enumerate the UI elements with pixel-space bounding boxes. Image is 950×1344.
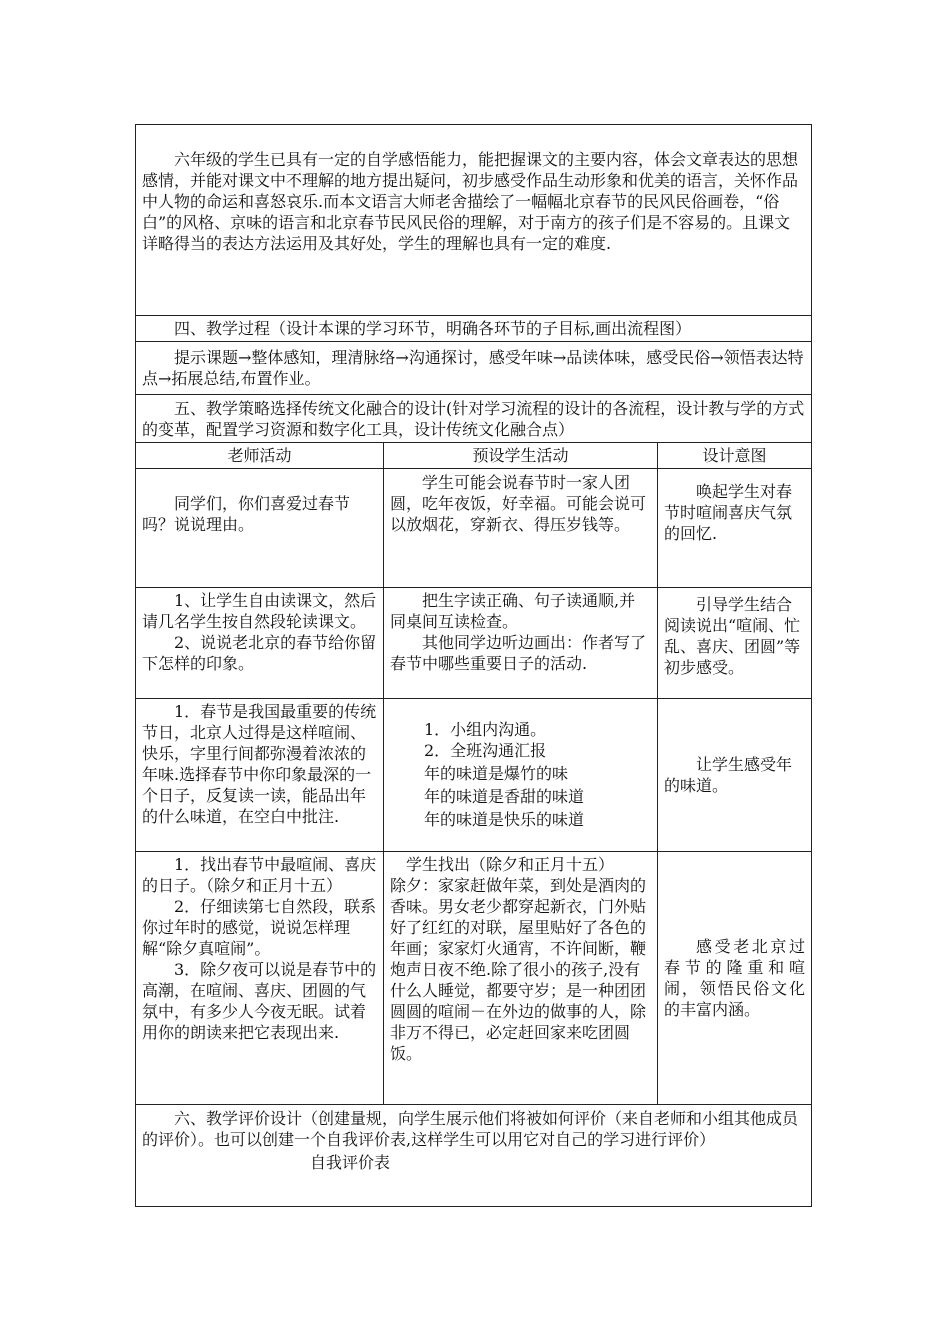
- activity-row-4: [136, 852, 812, 1105]
- teacher-activity-text: 2．仔细读第七自然段，联系你过年时的感觉，说说怎样理解“除夕真喧闹”。: [142, 897, 377, 958]
- section6-row: [136, 1105, 812, 1207]
- student-activity-cell: [384, 852, 658, 1105]
- student-activity-text: 学生可能会说春节时一家人团圆，吃年夜饭，好幸福。可能会说可以放烟花，穿新衣、得压岁钱等。: [390, 473, 647, 534]
- teacher-activity-cell: [136, 852, 384, 1105]
- teacher-activity-cell: [136, 469, 384, 588]
- design-intent-text: 让学生感受年的味道。: [664, 755, 793, 795]
- teacher-activity-text: 3．除夕夜可以说是春节中的高潮，在喧闹、喜庆、团圆的气氛中，有多少人今夜无眠。试着用你的朗读来把它表现出来.: [142, 960, 377, 1042]
- student-activity-text: 把生字读正确、句子读通顺,并同桌间互读检查。: [390, 591, 636, 631]
- student-activity-text: 年的味道是爆竹的味: [424, 764, 569, 783]
- design-intent-text: 唤起学生对春节时喧闹喜庆气氛的回忆.: [664, 482, 793, 543]
- section5-heading-cell: [136, 395, 812, 443]
- section4-flow-cell: [136, 342, 812, 395]
- section4-heading: 四、教学过程（设计本课的学习环节，明确各环节的子目标,画出流程图）: [136, 316, 812, 342]
- column-header-intent: 设计意图: [658, 443, 812, 469]
- column-header-teacher: 老师活动: [136, 443, 384, 469]
- student-activity-cell: [384, 469, 658, 588]
- student-activity-cell: [384, 588, 658, 699]
- section6-cell: [136, 1105, 812, 1207]
- design-intent-text: 引导学生结合阅读说出“喧闹、忙乱、喜庆、团圆”等初步感受。: [664, 595, 801, 677]
- student-activity-text: 年的味道是快乐的味道: [424, 810, 585, 829]
- self-evaluation-table-title: 自我评价表: [310, 1153, 391, 1172]
- activity-row-3: [136, 699, 812, 852]
- teacher-activity-cell: [136, 699, 384, 852]
- student-activity-text: 1．小组内沟通。: [424, 720, 547, 739]
- student-activity-text: 除夕：家家赶做年菜，到处是酒肉的香味。男女老少都穿起新衣，门外贴好了红红的对联，屋里贴好了各色的年画；家家灯火通宵，不许间断，鞭炮声日夜不绝.除了很小的孩子,没有什么人睡觉，都要守岁；是一种团团圆圆的喧闹－在外边的做事的人，除非万不得已，必定赶回家来吃团圆饭。: [390, 876, 647, 1063]
- analysis-row: [136, 125, 812, 316]
- teacher-activity-cell: [136, 588, 384, 699]
- section4-flow-row: [136, 342, 812, 395]
- student-activity-cell: [384, 699, 658, 852]
- teaching-flow-text: 提示课题→整体感知，理清脉络→沟通探讨，感受年味→品读体味，感受民俗→领悟表达特点→拓展总结,布置作业。: [142, 348, 804, 388]
- design-intent-cell: [658, 852, 812, 1105]
- activity-header-row: [136, 443, 812, 469]
- student-activity-text: 其他同学边听边画出：作者写了春节中哪些重要日子的活动.: [390, 633, 647, 673]
- section5-heading: 五、教学策略选择传统文化融合的设计(针对学习流程的设计的各流程，设计教与学的方式的变革，配置学习资源和数字化工具，设计传统文化融合点）: [142, 399, 805, 439]
- section5-heading-row: [136, 395, 812, 443]
- design-intent-cell: [658, 699, 812, 852]
- teacher-activity-text: 1、让学生自由读课文，然后请几名学生按自然段轮读课文。: [142, 591, 377, 631]
- student-activity-text: 学生找出（除夕和正月十五）: [406, 855, 615, 874]
- teacher-activity-text: 2、说说老北京的春节给你留下怎样的印象。: [142, 633, 377, 673]
- document-page: [135, 124, 811, 1207]
- design-intent-text: 感受老北京过春节的隆重和喧闹，领悟民俗文化的丰富内涵。: [664, 937, 805, 1019]
- column-header-student: 预设学生活动: [384, 443, 658, 469]
- design-intent-cell: [658, 588, 812, 699]
- student-activity-text: 年的味道是香甜的味道: [424, 787, 585, 806]
- activity-row-2: [136, 588, 812, 699]
- section6-heading: 六、教学评价设计（创建量规，向学生展示他们将被如何评价（来自老师和小组其他成员的评价）。也可以创建一个自我评价表,这样学生可以用它对自己的学习进行评价）: [142, 1109, 799, 1149]
- teacher-activity-text: 同学们，你们喜爱过春节吗？说说理由。: [142, 494, 351, 534]
- teacher-activity-text: 1．春节是我国最重要的传统节日，北京人过得是这样喧闹、快乐，字里行间都弥漫着浓浓的年味.选择春节中你印象最深的一个日子，反复读一读，能品出年的什么味道，在空白中批注.: [142, 702, 377, 826]
- learner-analysis-cell: [136, 125, 812, 316]
- teacher-activity-text: 1．找出春节中最喧闹、喜庆的日子。（除夕和正月十五）: [142, 855, 377, 895]
- section4-heading-row: [136, 316, 812, 342]
- learner-analysis-text: 六年级的学生已具有一定的自学感悟能力，能把握课文的主要内容，体会文章表达的思想感情，并能对课文中不理解的地方提出疑问，初步感受作品生动形象和优美的语言，关怀作品中人物的命运和喜怒哀乐.而本文语言大师老舍描绘了一幅幅北京春节的民风民俗画卷，“俗白”的风格、京味的语言和北京春节民风民俗的理解，对于南方的孩子们是不容易的。且课文详略得当的表达方法运用及其好处，学生的理解也具有一定的难度.: [142, 150, 799, 253]
- student-activity-text: 2．全班沟通汇报: [424, 741, 547, 760]
- activity-row-1: [136, 469, 812, 588]
- lesson-plan-table: [135, 124, 812, 1207]
- design-intent-cell: [658, 469, 812, 588]
